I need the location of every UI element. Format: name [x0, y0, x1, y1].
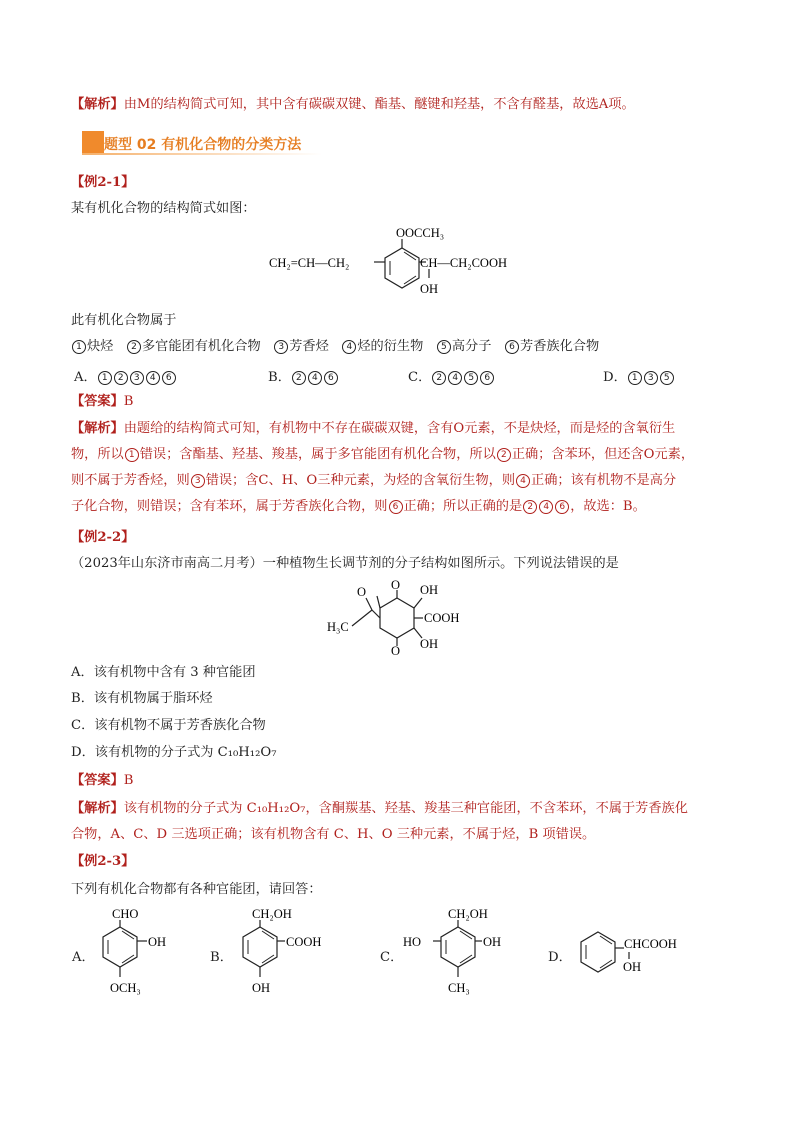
structure-b	[230, 905, 340, 1000]
option-number: 3	[130, 371, 144, 385]
example-2-2-stem: （2023年山东济市南高二月考）一种植物生长调节剂的分子结构如图所示。下列说法错误的是	[71, 556, 619, 571]
ref-number: 3	[191, 474, 205, 488]
option-number: 2	[292, 371, 306, 385]
analysis-text: 正确；该有机物不是高分	[531, 473, 677, 488]
group-bottom: OH	[252, 981, 271, 995]
bond-line	[372, 610, 380, 618]
example-2-3-tag: 【例2-3】	[71, 854, 135, 869]
option-number: 1	[628, 371, 642, 385]
item-number: 5	[437, 340, 451, 354]
analysis-2-1-line1	[71, 420, 675, 438]
group-bottom: OH	[420, 282, 439, 296]
item-label: 高分子	[451, 339, 492, 354]
analysis-tag: 【解析】	[71, 421, 124, 436]
option-number: 6	[480, 371, 494, 385]
group-top: CH₂OH	[448, 907, 488, 921]
option-number: 6	[324, 371, 338, 385]
section-heading	[82, 131, 342, 159]
item-label: 炔烃	[87, 339, 114, 354]
analysis-text: 正确；含苯环，但还含O元素，	[511, 447, 695, 462]
analysis-text: 则不属于芳香烃，则	[71, 473, 190, 488]
heading-label: 题型	[104, 137, 132, 153]
answer-tag: 【答案】	[71, 773, 124, 788]
heading-marker	[82, 131, 104, 153]
analysis-paragraph-top	[71, 96, 635, 114]
analysis-text: 正确；所以正确的是	[403, 499, 523, 514]
struct-a-label: A．	[72, 950, 95, 965]
ref-number: 2	[497, 448, 511, 462]
hydroxyl-label: OH	[420, 637, 439, 651]
option-letter: A．	[74, 370, 97, 385]
group-right: OH	[483, 935, 502, 949]
carboxyl-label: COOH	[424, 611, 460, 625]
structure-d	[572, 920, 722, 980]
heading-text	[104, 134, 301, 154]
methyl-label: H₃C	[327, 620, 349, 634]
analysis-text: 子化合物，则错误；含有苯环，属于芳香族化合物，则	[71, 499, 388, 514]
struct-b-label: B．	[210, 950, 233, 965]
analysis-tag: 【解析】	[71, 801, 124, 816]
struct-d-label: D．	[548, 950, 572, 965]
answer-value: B	[123, 773, 134, 788]
analysis-text: 由题给的结构简式可知，有机物中不存在碳碳双键，含有O元素，不是炔烃，而是烃的含氧衍生	[123, 421, 676, 436]
option-letter: C．	[408, 370, 432, 385]
option-a	[74, 366, 177, 385]
hydroxyl-label: OH	[420, 583, 439, 597]
analysis-text: 错误；含C、H、O三种元素，为烃的含氧衍生物，则	[205, 473, 516, 488]
option-letter: B．	[268, 370, 291, 385]
group-left: HO	[403, 935, 422, 949]
item-label: 烃的衍生物	[357, 339, 424, 354]
group-right: CH—CH₂COOH	[420, 256, 508, 270]
structure-c	[400, 905, 510, 1000]
option-number: 4	[448, 371, 462, 385]
answer-2-1	[71, 393, 133, 411]
item-number: 6	[505, 340, 519, 354]
example-2-1-items	[71, 338, 599, 356]
option-d	[603, 366, 675, 385]
analysis-2-2-line2: 合物，A、C、D 三选项正确；该有机物含有 C、H、O 三种元素，不属于烃，B 项错误。	[71, 827, 596, 842]
example-2-1-stem: 某有机化合物的结构简式如图：	[71, 201, 256, 216]
item-number: 2	[127, 340, 141, 354]
heading-title: 02 有机化合物的分类方法	[136, 137, 302, 153]
group-right: OH	[148, 935, 167, 949]
answer-tag: 【答案】	[71, 394, 124, 409]
oxygen-label: O	[357, 585, 367, 599]
ref-number: 6	[555, 500, 569, 514]
example-2-1-question: 此有机化合物属于	[71, 313, 177, 328]
option-number: 5	[660, 371, 674, 385]
option-2-2-a: A．该有机物中含有 3 种官能团	[71, 665, 256, 680]
ref-number: 1	[125, 448, 139, 462]
bond-line	[352, 610, 372, 626]
item-label: 芳香烃	[289, 339, 329, 354]
oxygen-label: O	[391, 578, 401, 592]
oxygen-label: O	[391, 644, 401, 656]
group-bottom: OCH₃	[110, 981, 141, 995]
option-number: 3	[644, 371, 658, 385]
option-number: 2	[114, 371, 128, 385]
analysis-text: 物，所以	[71, 447, 124, 462]
group-right: COOH	[286, 935, 322, 949]
example-2-3-stem: 下列有机化合物都有各种官能团，请回答：	[71, 882, 322, 897]
group-bottom: CH₃	[448, 981, 470, 995]
option-number: 1	[98, 371, 112, 385]
option-c	[408, 366, 495, 385]
option-b	[268, 366, 339, 385]
analysis-text: 由M的结构简式可知，其中含有碳碳双键、酯基、醚键和羟基，不含有醛基，故选A项。	[123, 97, 635, 112]
struct-c-label: C．	[380, 950, 404, 965]
analysis-text: 错误；含酯基、羟基、羧基，属于多官能团有机化合物，所以	[139, 447, 496, 462]
group-top: CHO	[112, 907, 139, 921]
answer-2-2	[71, 772, 133, 790]
structure-a	[92, 905, 182, 1000]
option-number: 4	[146, 371, 160, 385]
analysis-2-1-line4	[71, 498, 646, 516]
option-2-2-b: B．该有机物属于脂环烃	[71, 691, 213, 706]
option-2-2-c: C．该有机物不属于芳香族化合物	[71, 718, 266, 733]
option-letter: D．	[603, 370, 627, 385]
example-2-1-tag: 【例2-1】	[71, 175, 135, 190]
structure-2-1	[262, 222, 532, 302]
bond-line	[414, 598, 422, 608]
group-bottom: OH	[623, 960, 642, 974]
option-number: 2	[432, 371, 446, 385]
group-top: CH₂OH	[252, 907, 292, 921]
option-number: 6	[162, 371, 176, 385]
example-2-2-tag: 【例2-2】	[71, 530, 135, 545]
item-number: 3	[274, 340, 288, 354]
analysis-tag: 【解析】	[71, 97, 124, 112]
analysis-text: ，故选：B。	[570, 499, 646, 514]
ref-number: 2	[523, 500, 537, 514]
analysis-2-1-line3	[71, 472, 676, 490]
ref-number: 4	[516, 474, 530, 488]
ref-number: 4	[539, 500, 553, 514]
option-2-2-d: D．该有机物的分子式为 C₁₀H₁₂O₇	[71, 745, 277, 760]
structure-2-2	[322, 578, 482, 656]
analysis-2-1-line2	[71, 446, 694, 464]
option-number: 5	[464, 371, 478, 385]
bond-line	[366, 598, 372, 610]
item-number: 4	[342, 340, 356, 354]
group-left: CH₂=CH—CH₂	[269, 256, 350, 270]
bond-line	[377, 596, 380, 608]
group-right: CHCOOH	[624, 937, 677, 951]
analysis-2-2-line1	[71, 800, 688, 818]
answer-value: B	[123, 394, 134, 409]
ref-number: 6	[389, 500, 403, 514]
item-number: 1	[72, 340, 86, 354]
item-label: 多官能团有机化合物	[141, 339, 261, 354]
group-top: OOCCH₃	[396, 226, 445, 240]
cyclohexane-ring	[380, 598, 414, 638]
option-number: 4	[308, 371, 322, 385]
analysis-text: 该有机物的分子式为 C₁₀H₁₂O₇，含酮羰基、羟基、羧基三种官能团，不含苯环，不属于芳香族化	[123, 801, 688, 816]
item-label: 芳香族化合物	[520, 339, 600, 354]
